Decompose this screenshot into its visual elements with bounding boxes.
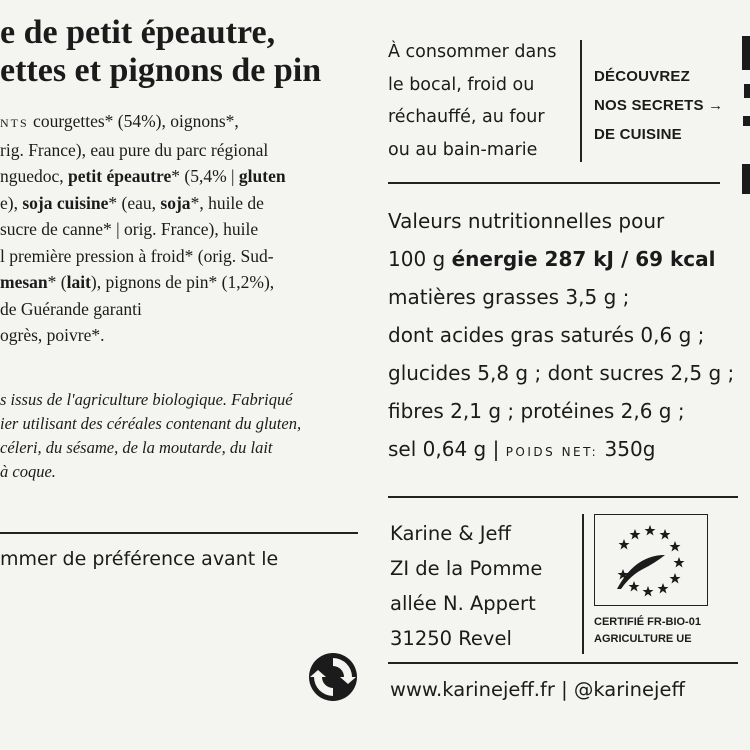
address-separator	[582, 514, 584, 654]
allergen-petit-epeautre: petit épeautre	[68, 166, 172, 186]
allergen-gluten: gluten	[238, 166, 286, 186]
nutrition-facts	[388, 202, 738, 471]
ingredients-line-4b: * (eau,	[108, 192, 161, 213]
secrets-link[interactable]	[594, 62, 723, 149]
consume-line-2: le bocal, froid ou	[388, 74, 535, 95]
ingredients-label: NTS	[0, 116, 29, 130]
qr-code-edge	[740, 36, 750, 196]
ingredients-line-1: courgettes* (54%), oignons*,	[28, 111, 239, 131]
allergen-soja-cuisine: soja cuisine	[22, 192, 109, 213]
nutrition-top-divider	[388, 182, 720, 184]
eu-organic-leaf-icon	[594, 514, 708, 606]
address-line-4: 31250 Revel	[390, 627, 512, 650]
certification-line-2: AGRICULTURE UE	[594, 633, 692, 645]
ingredients-line-2: rig. France), eau pure du parc régional	[0, 139, 269, 160]
product-title-line-1: e de petit épeautre,	[0, 14, 276, 51]
consume-instructions	[388, 36, 578, 166]
secrets-line-3: DE CUISINE	[594, 126, 682, 143]
ingredients-line-8: de Guérande garanti	[0, 298, 142, 319]
product-title-line-2: ettes et pignons de pin	[0, 52, 322, 89]
organic-note-line-1: s issus de l'agriculture biologique. Fabriqué	[0, 390, 293, 409]
organic-note-line-4: à coque.	[0, 462, 56, 481]
ingredients-line-7a: * (	[47, 272, 67, 292]
nutrition-fiber-protein: fibres 2,1 g ; protéines 2,6 g ;	[388, 399, 685, 423]
ingredients-line-4c: *, huile de	[190, 192, 264, 213]
secrets-line-1: DÉCOUVREZ	[594, 68, 690, 85]
product-title	[0, 14, 321, 90]
allergen-parmesan: mesan	[0, 272, 48, 292]
secrets-line-2: NOS SECRETS →	[594, 97, 724, 114]
address-line-2: ZI de la Pomme	[390, 557, 543, 580]
consume-separator	[580, 40, 582, 162]
left-divider	[0, 532, 358, 534]
ingredients-line-3b: * (5,4% |	[171, 166, 239, 186]
consume-line-3: réchauffé, au four	[388, 107, 545, 127]
organic-certification	[594, 614, 701, 648]
organic-note-line-2: ier utilisant des céréales contenant du gluten,	[0, 414, 302, 433]
manufacturer-address	[390, 516, 542, 656]
ingredients-line-3a: nguedoc,	[0, 166, 69, 186]
nutrition-header: Valeurs nutritionnelles pour	[388, 209, 665, 233]
nutrition-saturated-fat: dont acides gras saturés 0,6 g ;	[388, 323, 705, 347]
nutrition-per-100g: 100 g	[388, 247, 452, 271]
allergen-lait: lait	[66, 272, 91, 292]
ingredients-line-9: ogrès, poivre*.	[0, 325, 105, 345]
address-line-1: Karine & Jeff	[390, 522, 511, 545]
organic-note-line-3: céleri, du sésame, de la moutarde, du lait	[0, 438, 273, 457]
nutrition-fat: matières grasses 3,5 g ;	[388, 285, 630, 309]
nutrition-carbs: glucides 5,8 g ; dont sucres 2,5 g ;	[388, 361, 735, 385]
consume-line-4: ou au bain-marie	[388, 139, 538, 160]
address-line-3: allée N. Appert	[390, 592, 536, 615]
ingredients-line-5: sucre de canne* | orig. France), huile	[0, 219, 259, 239]
ingredients-line-7b: ), pignons de pin* (1,2%),	[90, 272, 275, 292]
nutrition-energy: énergie 287 kJ / 69 kcal	[451, 247, 716, 271]
best-before-text: mmer de préférence avant le	[0, 548, 279, 570]
net-weight-value: 350g	[604, 437, 656, 461]
website-and-social[interactable]: www.karinejeff.fr | @karinejeff	[390, 678, 685, 701]
nutrition-salt: sel 0,64 g |	[388, 437, 506, 461]
ingredients-line-4a: e),	[0, 192, 23, 213]
ingredients-line-6: l première pression à froid* (orig. Sud-	[0, 245, 274, 266]
nutrition-bottom-divider	[388, 496, 738, 498]
organic-note	[0, 388, 360, 484]
web-divider	[388, 662, 738, 664]
green-dot-recycle-icon	[308, 652, 358, 702]
allergen-soja: soja	[160, 192, 191, 213]
net-weight-label: POIDS NET:	[505, 445, 605, 459]
certification-line-1: CERTIFIÉ FR-BIO-01	[594, 616, 701, 628]
consume-line-1: À consommer dans	[388, 42, 557, 62]
ingredients-block	[0, 108, 360, 349]
